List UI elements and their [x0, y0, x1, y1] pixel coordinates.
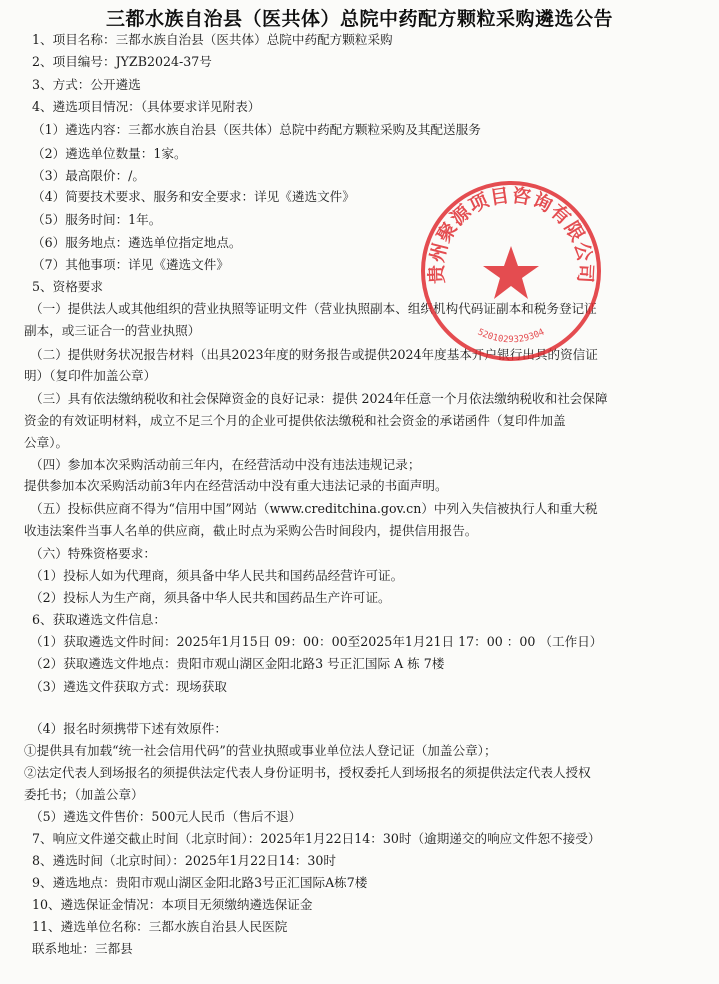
- text-line: （1）投标人如为代理商，须具备中华人民共和国药品经营许可证。: [30, 568, 404, 583]
- text-line: （3）遴选文件获取方式：现场获取: [30, 679, 227, 694]
- text-line: （1）获取遴选文件时间：2025年1月15日 09：00：00至2025年1月21日 17：00 ：00 （工作日）: [30, 634, 603, 649]
- company-seal: [418, 178, 604, 364]
- text-line: （2）遴选单位数量：1家。: [32, 146, 187, 161]
- text-line: 11、遴选单位名称：三都水族自治县人民医院: [32, 919, 288, 934]
- text-line: 提供参加本次采购活动前3年内在经营活动中没有重大违法记录的书面声明。: [24, 478, 448, 493]
- text-line: （四）参加本次采购活动前三年内，在经营活动中没有违法违规记录；: [30, 457, 421, 472]
- text-line: （二）提供财务状况报告材料（出具2023年度的财务报告或提供2024年度基本开户银行出具的资信证: [30, 347, 598, 362]
- text-line: （2）获取遴选文件地点：贵阳市观山湖区金阳北路3 号正汇国际 A 栋 7楼: [30, 656, 445, 671]
- text-line: （4）报名时须携带下述有效原件：: [30, 721, 227, 736]
- text-line: （3）最高限价：/。: [32, 168, 146, 183]
- text-line: 公章）。: [24, 435, 69, 450]
- text-line: 6、获取遴选文件信息：: [32, 612, 166, 627]
- text-line: （2）投标人为生产商，须具备中华人民共和国药品生产许可证。: [30, 590, 391, 605]
- text-line: 资金的有效证明材料，成立不足三个月的企业可提供依法缴税和社会资金的承诺函件（复印件加盖: [24, 413, 566, 428]
- text-line: 明）（复印件加盖公章）: [24, 368, 157, 383]
- text-line: （六）特殊资格要求：: [30, 546, 156, 561]
- text-line: （三）具有依法缴纳税收和社会保障资金的良好记录：提供 2024年任意一个月依法缴纳税收和社会保障: [30, 391, 608, 406]
- text-line: 3、方式：公开遴选: [32, 77, 141, 92]
- text-line: ①提供具有加载“统一社会信用代码”的营业执照或事业单位法人登记证（加盖公章）；: [24, 743, 497, 758]
- text-line: （5）服务时间：1年。: [32, 212, 162, 227]
- svg-text:5201029329304: 5201029329304: [475, 327, 547, 346]
- text-line: 5、资格要求: [32, 279, 103, 294]
- text-line: 7、响应文件递交截止时间（北京时间）：2025年1月22日14：30时（逾期递交的响应文件恕不接受）: [32, 831, 601, 846]
- text-line: 副本，或三证合一的营业执照）: [24, 323, 201, 338]
- text-line: 2、项目编号：JYZB2024-37号: [32, 54, 212, 69]
- text-line: （1）遴选内容：三都水族自治县（医共体）总院中药配方颗粒采购及其配送服务: [32, 122, 481, 137]
- page-title: 三都水族自治县（医共体）总院中药配方颗粒采购遴选公告: [105, 8, 613, 30]
- text-line: （五）投标供应商不得为“信用中国”网站（www.creditchina.gov.cn）中列入失信被执行人和重大税: [30, 501, 598, 516]
- text-line: 10、遴选保证金情况：本项目无须缴纳遴选保证金: [32, 897, 313, 912]
- text-line: 9、遴选地点：贵阳市观山湖区金阳北路3号正汇国际A栋7楼: [32, 875, 368, 890]
- text-line: 1、项目名称：三都水族自治县（医共体）总院中药配方颗粒采购: [32, 32, 393, 47]
- text-line: （6）服务地点：遴选单位指定地点。: [32, 235, 242, 250]
- text-line: （5）遴选文件售价：500元人民币（售后不退）: [30, 809, 302, 824]
- text-line: 收违法案件当事人名单的供应商，截止时点为采购公告时间段内，提供信用报告。: [24, 523, 478, 538]
- text-line: （7）其他事项：详见《遴选文件》: [32, 257, 229, 272]
- text-line: （一）提供法人或其他组织的营业执照等证明文件（营业执照副本、组织机构代码证副本和税务登记证: [30, 301, 597, 316]
- text-line: 8、遴选时间（北京时间）：2025年1月22日14：30时: [32, 853, 336, 868]
- text-line: 委托书；（加盖公章）: [24, 787, 144, 802]
- text-line: （4）简要技术要求、服务和安全要求：详见《遴选文件》: [32, 189, 355, 204]
- text-line: 联系地址：三都县: [32, 941, 133, 956]
- blank-line: [30, 700, 711, 720]
- text-line: 4、遴选项目情况：（具体要求详见附表）: [32, 99, 261, 114]
- text-line: ②法定代表人到场报名的须提供法定代表人身份证明书，授权委托人到场报名的须提供法定代表人授权: [24, 765, 591, 780]
- svg-text:贵州聚源项目咨询有限公司: 贵州聚源项目咨询有限公司: [425, 184, 597, 285]
